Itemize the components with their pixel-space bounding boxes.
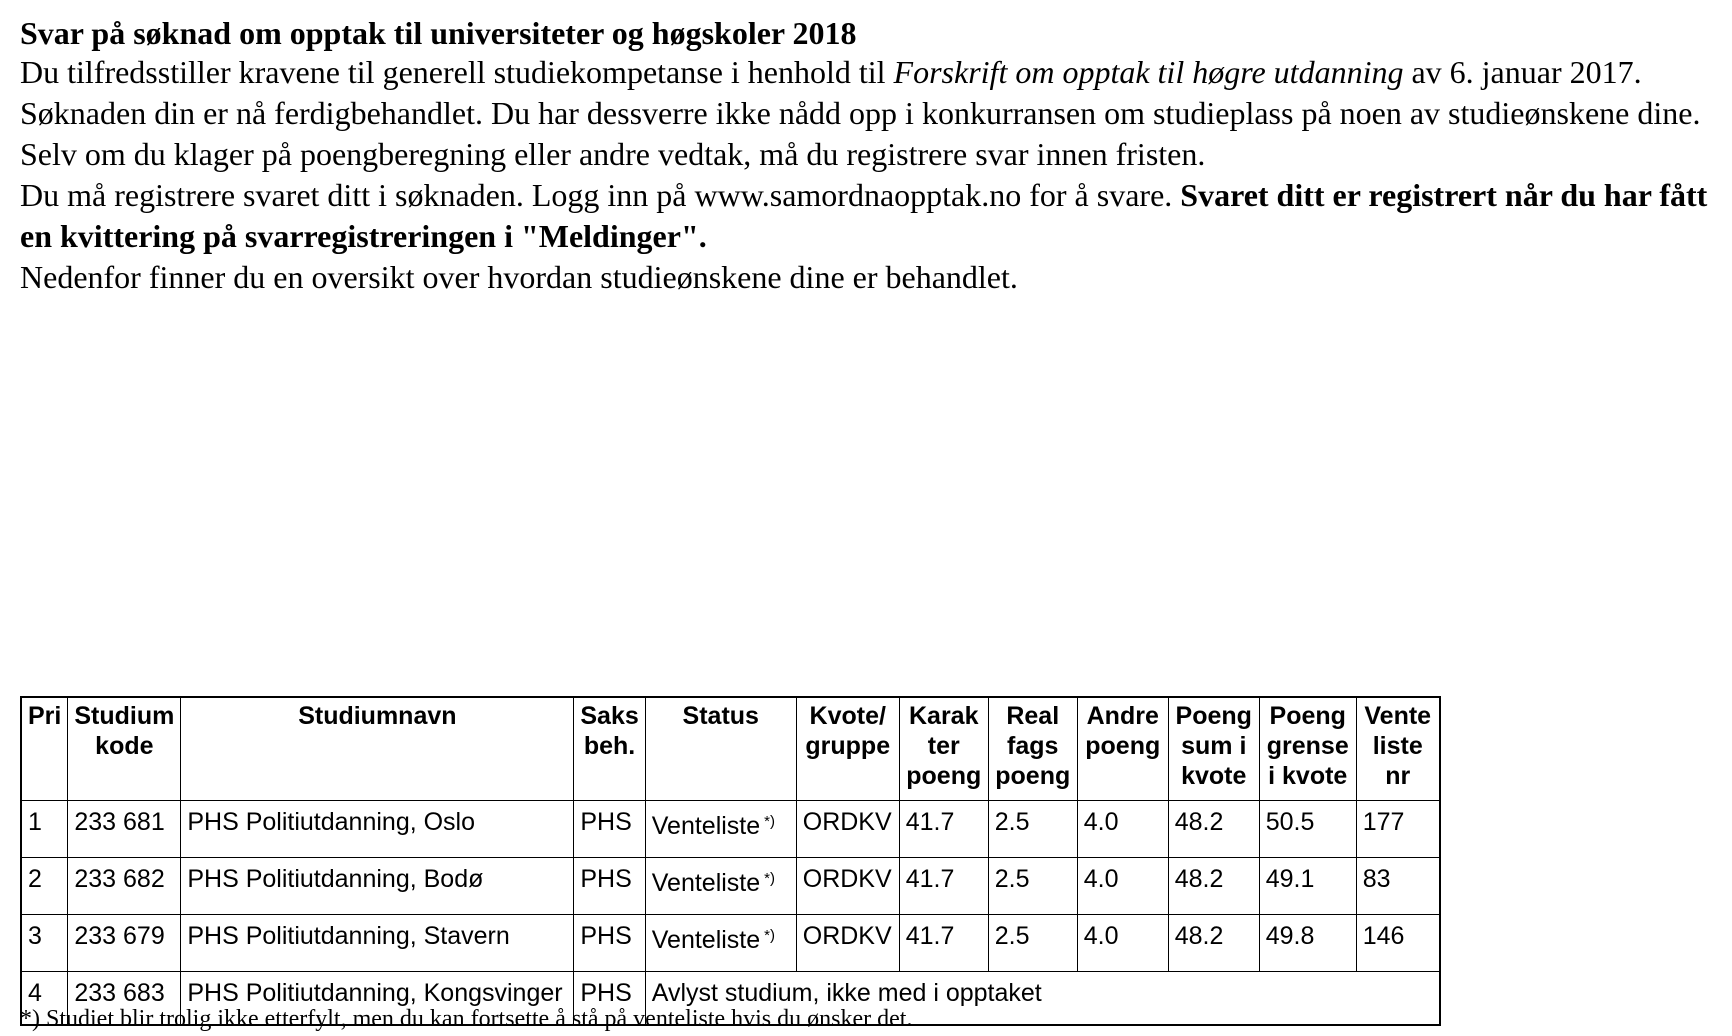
paragraph-competence-text: Du tilfredsstiller kravene til generell studiekompetanse i henhold til <box>20 54 894 90</box>
cell-kode: 233 679 <box>68 915 181 972</box>
cell-karakter: 41.7 <box>899 858 988 915</box>
header-poengsum: Poeng sum i kvote <box>1168 697 1259 801</box>
cell-poengsum: 48.2 <box>1168 915 1259 972</box>
paragraph-register <box>20 175 1720 257</box>
header-saksbeh: Saks beh. <box>574 697 645 801</box>
status-text: Venteliste <box>651 926 761 954</box>
paragraph-competence <box>20 52 1720 93</box>
cell-pri: 3 <box>21 915 68 972</box>
cell-pri: 2 <box>21 858 68 915</box>
paragraph-complaint: Selv om du klager på poengberegning eller andre vedtak, må du registrere svar innen fristen. <box>20 136 1206 172</box>
cell-kode: 233 683 <box>68 972 181 1026</box>
cell-poengsum: 48.2 <box>1168 801 1259 858</box>
table-row <box>21 858 1440 915</box>
paragraph-processed: Søknaden din er nå ferdigbehandlet. Du har dessverre ikke nådd opp i konkurransen om studieplass på noen av studieønskene dine. <box>20 95 1701 131</box>
cell-venteliste: 146 <box>1356 915 1440 972</box>
footnote-marker: *) <box>764 870 776 887</box>
cell-status <box>645 801 796 858</box>
regulation-title: Forskrift om opptak til høgre utdanning <box>893 54 1404 90</box>
page-title: Svar på søknad om opptak til universiteter og høgskoler 2018 <box>20 15 857 51</box>
header-venteliste: Vente liste nr <box>1356 697 1440 801</box>
table-row <box>21 801 1440 858</box>
paragraph-competence-date: av 6. januar 2017. <box>1403 54 1642 90</box>
header-karakter: Karak ter poeng <box>899 697 988 801</box>
cell-status <box>645 858 796 915</box>
cell-karakter: 41.7 <box>899 801 988 858</box>
cell-poenggrense: 50.5 <box>1259 801 1356 858</box>
results-table <box>20 696 1441 1026</box>
header-poenggrense: Poeng grense i kvote <box>1259 697 1356 801</box>
cell-saksbeh: PHS <box>574 972 645 1026</box>
header-pri: Pri <box>21 697 68 801</box>
cell-poenggrense: 49.8 <box>1259 915 1356 972</box>
status-text: Venteliste <box>651 869 761 897</box>
footnote-marker: *) <box>764 813 776 830</box>
cell-poenggrense: 49.1 <box>1259 858 1356 915</box>
header-kvote: Kvote/ gruppe <box>796 697 899 801</box>
cell-saksbeh: PHS <box>574 858 645 915</box>
footnote: *) Studiet blir trolig ikke etterfylt, men du kan fortsette å stå på venteliste hvis du ønsker det. <box>20 1006 913 1032</box>
cell-realfag: 2.5 <box>988 801 1077 858</box>
cell-kvote: ORDKV <box>796 915 899 972</box>
letter-body <box>20 0 1720 298</box>
cell-kvote: ORDKV <box>796 858 899 915</box>
cell-andre: 4.0 <box>1077 915 1168 972</box>
header-andre: Andre poeng <box>1077 697 1168 801</box>
header-studiumkode: Studium kode <box>68 697 181 801</box>
cell-navn: PHS Politiutdanning, Kongsvinger <box>181 972 574 1026</box>
header-realfag: Real fags poeng <box>988 697 1077 801</box>
cell-poengsum: 48.2 <box>1168 858 1259 915</box>
cell-kode: 233 682 <box>68 858 181 915</box>
cell-realfag: 2.5 <box>988 858 1077 915</box>
cell-saksbeh: PHS <box>574 915 645 972</box>
cell-pri: 1 <box>21 801 68 858</box>
cell-saksbeh: PHS <box>574 801 645 858</box>
cell-pri: 4 <box>21 972 68 1026</box>
cell-venteliste: 177 <box>1356 801 1440 858</box>
paragraph-register-text: Du må registrere svaret ditt i søknaden. Logg inn på www.samordnaopptak.no for å svare. <box>20 177 1181 213</box>
status-text: Venteliste <box>651 812 761 840</box>
cell-realfag: 2.5 <box>988 915 1077 972</box>
footnote-marker: *) <box>764 927 776 944</box>
cell-kode: 233 681 <box>68 801 181 858</box>
table-row <box>21 915 1440 972</box>
cell-karakter: 41.7 <box>899 915 988 972</box>
cell-navn: PHS Politiutdanning, Stavern <box>181 915 574 972</box>
cell-venteliste: 83 <box>1356 858 1440 915</box>
cell-status <box>645 915 796 972</box>
header-studiumnavn: Studiumnavn <box>181 697 574 801</box>
cell-status-cancelled: Avlyst studium, ikke med i opptaket <box>645 972 1440 1026</box>
cell-andre: 4.0 <box>1077 801 1168 858</box>
cell-navn: PHS Politiutdanning, Bodø <box>181 858 574 915</box>
header-status: Status <box>645 697 796 801</box>
cell-andre: 4.0 <box>1077 858 1168 915</box>
cell-navn: PHS Politiutdanning, Oslo <box>181 801 574 858</box>
table-header-row <box>21 697 1440 801</box>
paragraph-overview: Nedenfor finner du en oversikt over hvordan studieønskene dine er behandlet. <box>20 259 1018 295</box>
cell-kvote: ORDKV <box>796 801 899 858</box>
paragraph-register-emphasis: Svaret ditt er registrert når du har fått en kvittering på svarregistreringen i "Meldinger". <box>20 177 1708 254</box>
